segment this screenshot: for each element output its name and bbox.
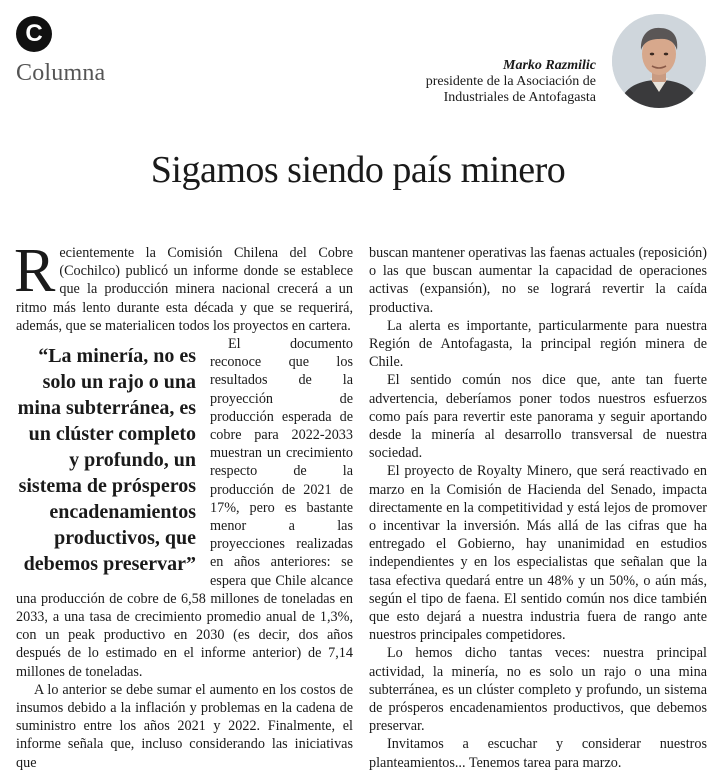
pull-quote: “La minería, no es solo un rajo o una mina subterránea, es un clúster completo y profundo, un sistema de prósperos encadenamientos productivos, que debemos preservar” xyxy=(17,345,196,576)
article-paragraph-8: Lo hemos dicho tantas veces: nuestra principal actividad, la minería, no es solo un rajo o una mina subterránea, es un clúster completo y profundo, un sistema de prósperos encadenamientos productivos, que debemos preservar. xyxy=(369,645,707,735)
author-photo xyxy=(612,14,706,108)
article-paragraph-4: buscan mantener operativas las faenas actuales (reposición) o las que buscan aumentar la capacidad de operaciones activas (expansión), no se logrará revertir la caída productiva. xyxy=(369,245,707,316)
paragraph-1-text: ecientemente la Comisión Chilena del Cobre (Cochilco) publicó un informe donde se establece que la producción minera nacional crecerá a un ritmo más lento durante esta década y que se requerirá, además, que se materialicen todos los proyectos en cartera. xyxy=(16,245,353,334)
publication-logo: C xyxy=(16,16,52,52)
author-role-line-1: presidente de la Asociación de xyxy=(425,74,596,89)
author-role-line-2: Industriales de Antofagasta xyxy=(443,90,596,105)
article-paragraph-9: Invitamos a escuchar y considerar nuestros planteamientos... Tenemos tarea para marzo. xyxy=(369,736,707,771)
author-byline xyxy=(426,58,596,106)
article-column-left xyxy=(14,237,353,772)
article-paragraph-5: La alerta es importante, particularmente para nuestra Región de Antofagasta, la principal región minera de Chile. xyxy=(369,317,707,371)
article-headline: Sigamos siendo país minero xyxy=(150,149,566,191)
article-paragraph-3: A lo anterior se debe sumar el aumento en los costos de insumos debido a la inflación y problemas en la cadena de suministro entre los años 2021 y 2022. Finalmente, el informe señala que, incluso considerando las iniciativas que xyxy=(16,681,353,771)
article-paragraph-1 xyxy=(14,237,353,335)
author-name: Marko Razmilic xyxy=(503,58,596,73)
article-paragraph-7: El proyecto de Royalty Minero, que será reactivado en marzo en la Comisión de Hacienda del Senado, impacta directamente en la competitividad y está lejos de promover o incentivar la inversión. Más allá de las cifras que ha entregado el Gobierno, hay unanimidad en estudios independientes y en los especialistas que señalan que la tasa efectiva quedará entre un 48% y un 50%, o aún más, según el tipo de faena. El sentido común nos dice también que esto dejará a nuestra industria fuera de rango ante nuestros principales competidores. xyxy=(369,463,707,644)
article-column-right xyxy=(369,244,707,772)
article-paragraph-6: El sentido común nos dice que, ante tan fuerte advertencia, deberíamos poner todos nuestros esfuerzos como país para revertir este panorama y seguir aportando desde la minería al desarrollo transversal de nuestra sociedad. xyxy=(369,372,707,462)
article-paragraph-2: El documento reconoce que los resultados de la proyección de producción esperada de cobre para 2022-2033 muestran un crecimiento respecto de la producción de 2021 de 17%, pero es bastante menor a las proyecciones realizadas en años anteriores: se espera que Chile alcance una producción de cobre de 6,58 millones de toneladas en 2033, a una tasa de crecimiento promedio anual de 1,3%, con un peak productivo en 2030 (es decir, dos años después de lo estimado en el informe anterior) de 7,14 millones de toneladas. xyxy=(16,336,353,680)
section-label: Columna xyxy=(16,60,106,86)
author-portrait-illustration xyxy=(612,14,706,108)
drop-cap: R xyxy=(14,237,56,305)
